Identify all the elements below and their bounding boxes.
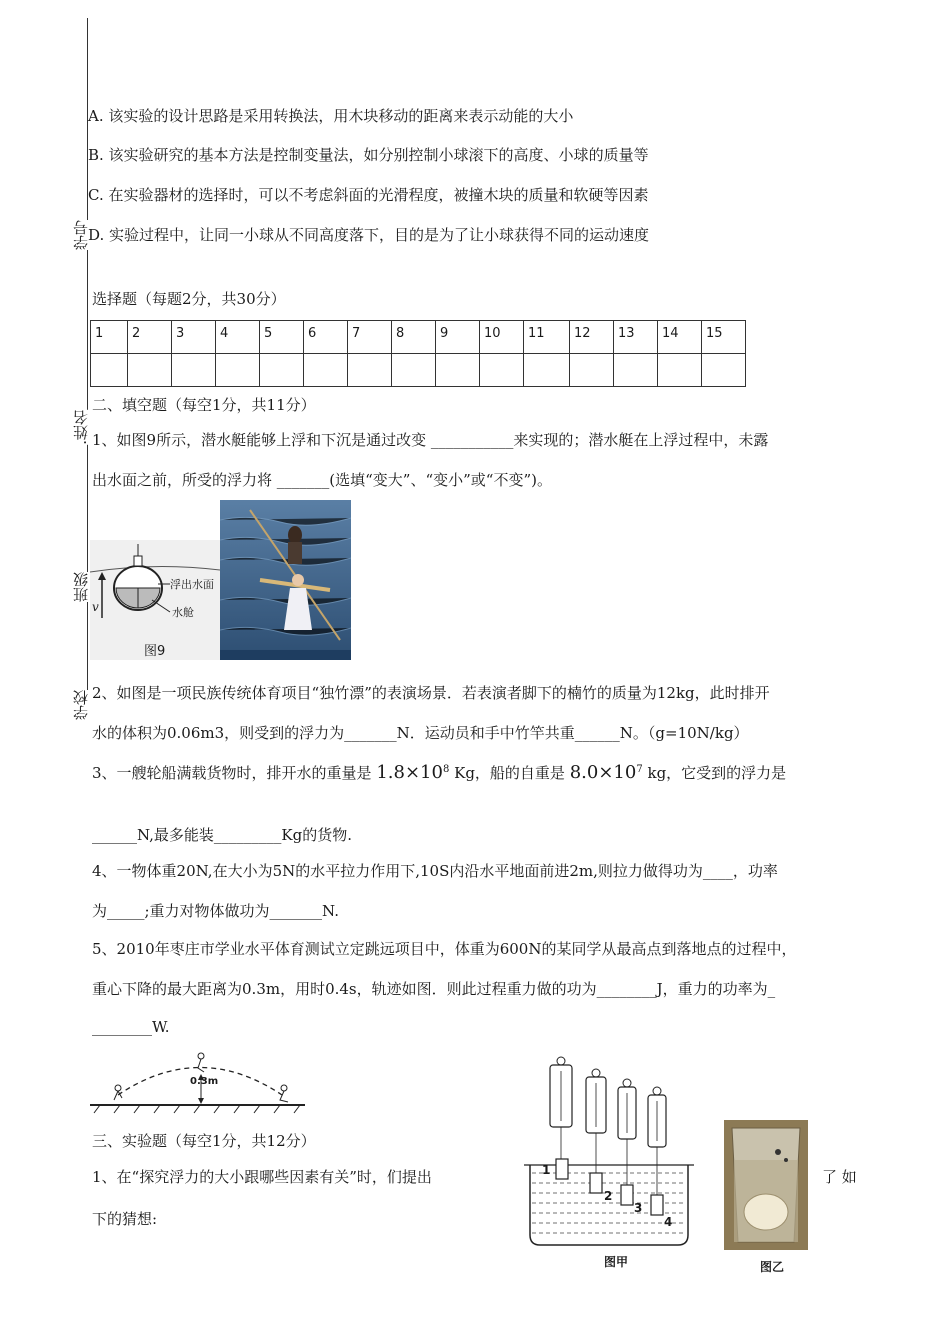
answer-cell[interactable] (614, 354, 658, 387)
answer-number: 8 (392, 321, 436, 354)
experiment-q1-line2: 下的猜想: (92, 1210, 158, 1228)
answer-number: 6 (304, 321, 348, 354)
answer-number: 9 (436, 321, 480, 354)
answer-cell[interactable] (348, 354, 392, 387)
answer-number: 7 (348, 321, 392, 354)
fill-q3-line2: ______N,最多能装_________Kg的货物. (92, 826, 353, 844)
fill-q1-line2: 出水面之前，所受的浮力将 _______(选填“变大”、“变小”或“不变”)。 (92, 471, 552, 489)
q3-ship-weight-exponent: 7 (636, 764, 643, 775)
fill-q5-line3: ________W. (92, 1018, 170, 1036)
velocity-label: v (92, 600, 99, 614)
q3-mid: Kg，船的自重是 (454, 764, 565, 782)
answer-cell[interactable] (702, 354, 746, 387)
option-b: B. 该实验研究的基本方法是控制变量法，如分别控制小球滚下的高度、小球的质量等 (88, 146, 649, 164)
jump-height-label: 0.3m (190, 1076, 219, 1087)
answer-cell[interactable] (436, 354, 480, 387)
fill-q2-line1: 2、如图是一项民族传统体育项目“独竹漂”的表演场景．若表演者脚下的楠竹的质量为12kg，此时排开 (92, 684, 770, 702)
student-number-label: 学号 (72, 220, 90, 250)
answer-cell[interactable] (480, 354, 524, 387)
q3-prefix: 3、一艘轮船满载货物时，排开水的重量是 (92, 764, 372, 782)
figure-b-caption: 图乙 (760, 1260, 785, 1274)
answer-table-blank-row (91, 354, 746, 387)
experiment-q1-line1-right: 了 如 (822, 1168, 857, 1186)
experiment-q1-line1-left: 1、在“探究浮力的大小跟哪些因素有关”时，们提出 (92, 1168, 432, 1186)
answer-cell[interactable] (91, 354, 128, 387)
experiment-section-title: 三、实验题（每空1分，共12分） (92, 1132, 316, 1150)
q3-ship-weight-value: 8.0×10 (569, 762, 637, 783)
fill-q5-line2: 重心下降的最大距离为0.3m，用时0.4s，轨迹如图．则此过程重力做的功为________J，重力的功率为_ (92, 980, 776, 998)
q3-suffix: kg，它受到的浮力是 (647, 764, 787, 782)
water-tank-label: 水舱 (172, 606, 194, 619)
answer-number: 4 (216, 321, 260, 354)
block-label-3: 3 (634, 1201, 643, 1215)
answer-table-header-row (91, 321, 746, 354)
egg-in-glass-photo (724, 1120, 808, 1250)
option-d: D. 实验过程中，让同一小球从不同高度落下，目的是为了让小球获得不同的运动速度 (88, 226, 650, 244)
answer-cell[interactable] (172, 354, 216, 387)
fill-q1-line1: 1、如图9所示，潜水艇能够上浮和下沉是通过改变 ___________来实现的；潜水艇在上浮过程中，未露 (92, 431, 769, 449)
answer-cell[interactable] (128, 354, 172, 387)
q3-displacement-value: 1.8×10 (376, 762, 443, 783)
spring-scale-figure (520, 1055, 700, 1275)
fig9-caption: 图9 (144, 644, 166, 659)
answer-number: 2 (128, 321, 172, 354)
class-label: 班级 (72, 572, 90, 602)
q3-displacement-exponent: 8 (442, 764, 450, 775)
answer-number: 14 (658, 321, 702, 354)
float-surface-label: 浮出水面 (170, 578, 214, 591)
answer-number: 5 (260, 321, 304, 354)
answer-number: 1 (91, 321, 128, 354)
answer-cell[interactable] (570, 354, 614, 387)
answer-number: 11 (524, 321, 570, 354)
block-label-4: 4 (664, 1215, 673, 1229)
answer-table (90, 320, 746, 387)
fill-q4-line2: 为_____;重力对物体做功为_______N. (92, 902, 339, 920)
choice-section-title: 选择题（每题2分，共30分） (92, 290, 286, 308)
option-c: C. 在实验器材的选择时，可以不考虑斜面的光滑程度，被撞木块的质量和软硬等因素 (88, 186, 649, 204)
block-label-1: 1 (542, 1163, 551, 1177)
answer-cell[interactable] (304, 354, 348, 387)
bamboo-rafting-photo (220, 500, 351, 660)
answer-number: 3 (172, 321, 216, 354)
answer-number: 10 (480, 321, 524, 354)
answer-cell[interactable] (216, 354, 260, 387)
submarine-figure (90, 540, 220, 660)
answer-number: 15 (702, 321, 746, 354)
name-label: .姓名 (72, 410, 90, 445)
answer-cell[interactable] (392, 354, 436, 387)
fill-q4-line1: 4、一物体重20N,在大小为5N的水平拉力作用下,10S内沿水平地面前进2m,则拉力做得功为____，功率 (92, 862, 778, 880)
block-label-2: 2 (604, 1189, 613, 1203)
fill-q2-line2: 水的体积为0.06m3，则受到的浮力为_______N．运动员和手中竹竿共重______N。（g=10N/kg） (92, 724, 749, 742)
answer-cell[interactable] (260, 354, 304, 387)
fill-q3-line1 (92, 762, 786, 783)
option-a: A. 该实验的设计思路是采用转换法，用木块移动的距离来表示动能的大小 (88, 107, 574, 125)
answer-cell[interactable] (524, 354, 570, 387)
fill-q5-line1: 5、2010年枣庄市学业水平体育测试立定跳远项目中，体重为600N的某同学从最高点到落地点的过程中， (92, 940, 797, 958)
answer-cell[interactable] (658, 354, 702, 387)
school-label: 学校 (72, 690, 90, 720)
answer-number: 12 (570, 321, 614, 354)
answer-number: 13 (614, 321, 658, 354)
fill-section-title: 二、填空题（每空1分，共11分） (92, 396, 316, 414)
figure-a-caption: 图甲 (604, 1255, 629, 1269)
long-jump-figure (90, 1050, 305, 1115)
